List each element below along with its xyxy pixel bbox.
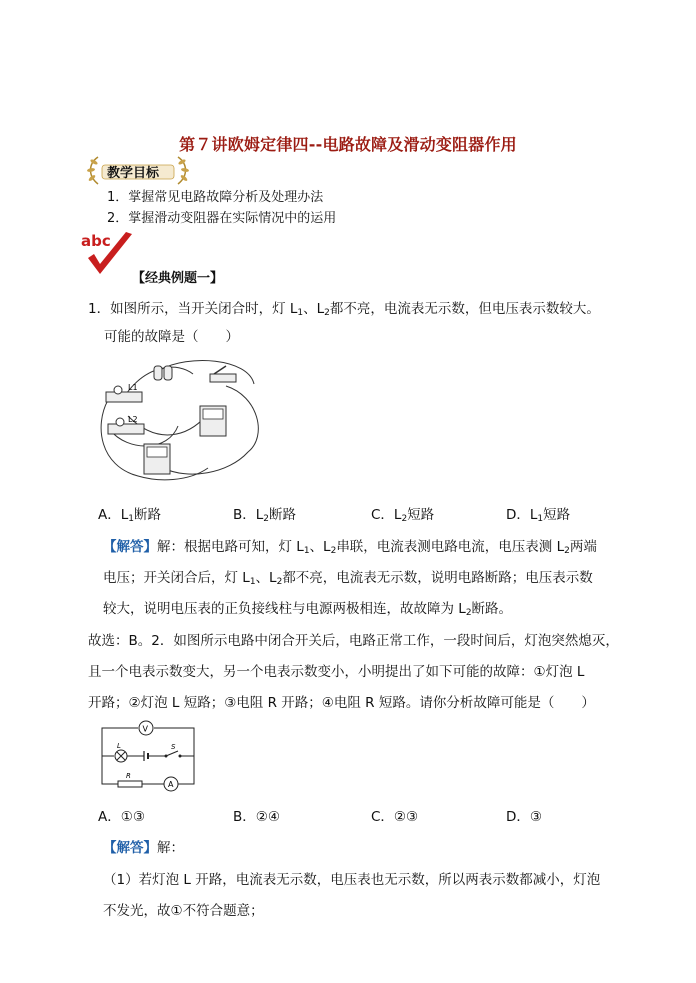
q1-answer-line-1: 【解答】解：根据电路可知，灯 $L_1$、$L_2$串联，电流表测电路电流，电压表测 $L_2$两端	[103, 539, 597, 556]
q1-option-a: A．$L_1$断路	[98, 507, 161, 524]
section-label: 【经典例题一】	[132, 271, 224, 286]
q2-answer-label: 【解答】解：	[103, 840, 184, 856]
q2-answer-line-1: （1）若灯泡 L 开路，电流表无示数，电压表也无示数，所以两表示数都减小，灯泡	[103, 872, 601, 888]
page-title: 第７讲欧姆定律四--电路故障及滑动变阻器作用	[179, 135, 517, 154]
svg-text:S: S	[171, 743, 176, 751]
q2-option-b: B．②④	[233, 809, 280, 825]
q2-line-1: 故选：B。2．如图所示电路中闭合开关后，电路正常工作，一段时间后，灯泡突然熄灭，	[88, 633, 619, 649]
objective-item-1: 1．掌握常见电路故障分析及处理办法	[107, 190, 324, 205]
abc-check-icon	[80, 228, 136, 278]
svg-text:L1: L1	[128, 383, 138, 392]
objective-item-2: 2．掌握滑动变阻器在实际情况中的运用	[107, 211, 337, 226]
q1-option-d: D．$L_1$短路	[506, 507, 571, 524]
svg-text:A: A	[168, 780, 174, 789]
svg-text:L: L	[117, 742, 121, 750]
q2-line-2: 且一个电表示数变大，另一个电表示数变小，小明提出了如下可能的故障：①灯泡 L	[88, 664, 585, 680]
svg-text:R: R	[126, 772, 131, 780]
svg-text:V: V	[142, 724, 148, 734]
q2-option-c: C．②③	[371, 809, 419, 825]
q2-circuit-diagram	[98, 716, 200, 792]
q1-circuit-figure	[98, 356, 268, 488]
abc-logo-text: abc	[81, 232, 111, 250]
objectives-label: 教学目标	[107, 166, 160, 181]
q1-answer-line-3: 较大，说明电压表的正负接线柱与电源两极相连，故故障为 $L_2$断路。	[103, 601, 513, 618]
q2-option-d: D．③	[506, 809, 542, 825]
q2-option-a: A．①③	[98, 809, 145, 825]
q1-line-1: 1．如图所示，当开关闭合时，灯 $L_1$、$L_2$都不亮，电流表无示数，但电压表示数较大。	[88, 301, 600, 318]
q1-line-2: 可能的故障是（ ）	[104, 329, 239, 345]
q2-answer-line-2: 不发光，故①不符合题意；	[103, 903, 264, 919]
q2-line-3: 开路；②灯泡 L 短路；③电阻 R 开路；④电阻 R 短路。请你分析故障可能是（ ）	[88, 695, 595, 711]
q1-option-b: B．$L_2$断路	[233, 507, 297, 524]
q1-option-c: C．$L_2$短路	[371, 507, 435, 524]
svg-text:L2: L2	[128, 415, 138, 424]
q1-answer-line-2: 电压；开关闭合后，灯 $L_1$、$L_2$都不亮，电流表无示数，说明电路断路；电压表示数	[103, 570, 593, 587]
